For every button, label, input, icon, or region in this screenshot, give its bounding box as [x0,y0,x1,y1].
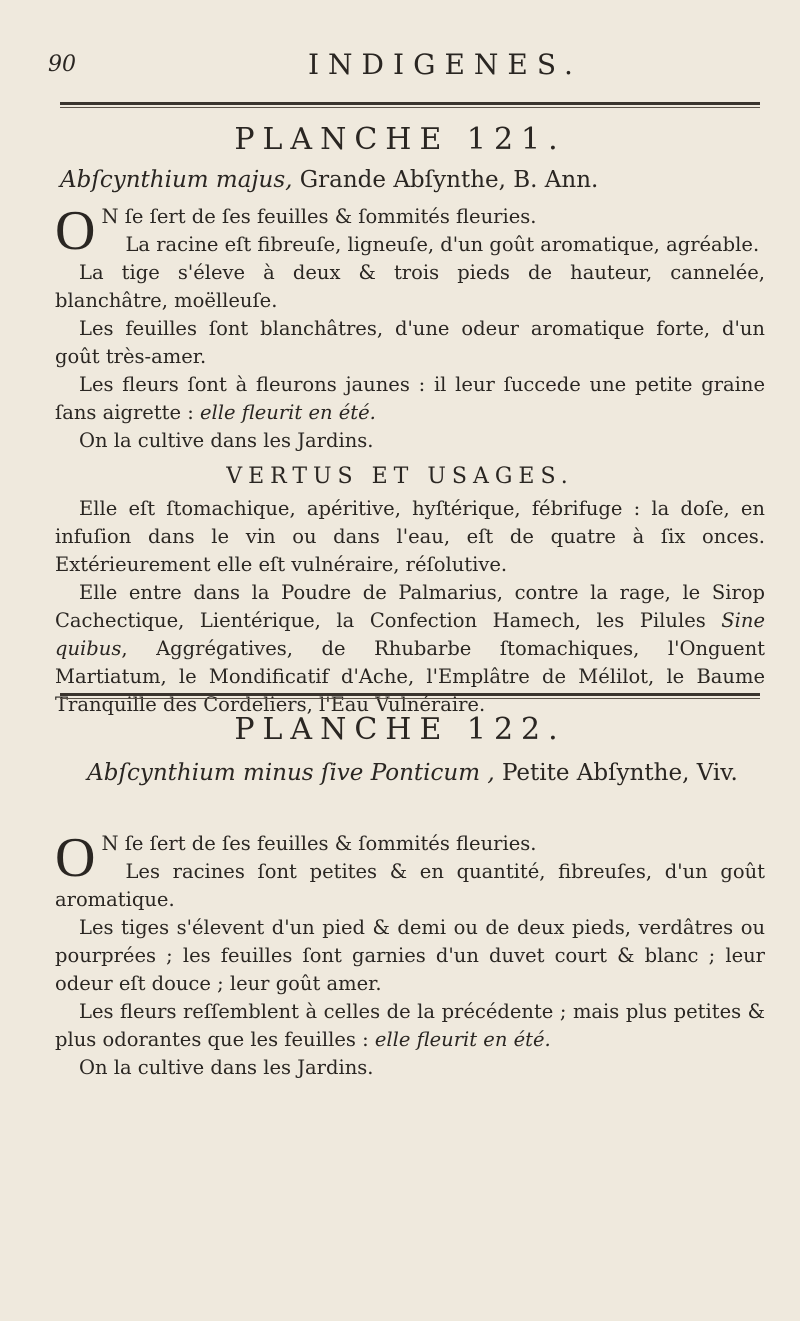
paragraph: Les tiges s'élevent d'un pied & demi ou de deux pieds, verdâtres ou pourprées ; les feuilles ſont garnies d'un duvet court & blanc ; leur odeur eſt douce ; leur goût amer. [55,916,765,995]
paragraph: Elle eſt ſtomachique, apéritive, hyſtérique, fébrifuge : la doſe, en infuſion dans le vin ou dans l'eau, eſt de quatre à ſix onces. Extérieurement elle eſt vulnéraire, réſolutive. [55,497,765,576]
drop-cap: O [55,827,96,889]
paragraph: Les fleurs reſſemblent à celles de la précédente ; mais plus petites & plus odorantes que les feuilles : elle fleurit en été. [55,1000,765,1051]
plate-121-latin-name: Abſcynthium majus, [60,167,293,193]
plate-122-title: PLANCHE 122. [234,712,566,747]
paragraph: La tige s'éleve à deux & trois pieds de hauteur, cannelée, blanchâtre, moëlleuſe. [55,261,765,312]
paragraph: On la cultive dans les Jardins. [79,429,374,452]
vertus-heading: VERTUS ET USAGES. [226,464,574,489]
paragraph: Les feuilles ſont blanchâtres, d'une odeur aromatique forte, d'un goût très-amer. [55,317,765,368]
plate-122-species [60,758,765,788]
drop-cap: O [55,200,96,262]
paragraph: Les fleurs ſont à fleurons jaunes : il leur ſuccede une petite graine ſans aigrette : elle fleurit en été. [55,373,765,424]
paragraph: O N ſe ſert de ſes feuilles & ſommités fleuries. [55,827,537,889]
plate-121-description [55,200,765,455]
ornamental-rule-middle [60,693,760,699]
plate-121-vertus [55,495,765,719]
paragraph: Elle entre dans la Poudre de Palmarius, contre la rage, le Sirop Cachectique, Lientérique, la Confection Hamech, les Pilules Sine quibus, Aggrégatives, de Rhubarbe ſtomachiques, l'Onguent Martiatum, le Mondificatif d'Ache, l'Emplâtre de Mélilot, le Baume Tranquille des Cordeliers, l'Eau Vulnéraire. [55,581,765,716]
paragraph: La racine eſt fibreuſe, ligneuſe, d'un goût aromatique, agréable. [125,233,760,256]
paragraph: O N ſe ſert de ſes feuilles & ſommités fleuries. [55,200,537,262]
page-number: 90 [48,52,76,77]
plate-121-common-name: Grande Abſynthe, B. Ann. [292,167,599,193]
running-title: INDIGENES. [308,48,582,81]
plate-122-latin-name: Abſcynthium minus ſive Ponticum , [87,760,495,786]
plate-121-species [60,165,765,195]
plate-121-title: PLANCHE 121. [234,122,566,157]
running-head [48,48,768,92]
paragraph: Les racines ſont petites & en quantité, fibreuſes, d'un goût aromatique. [55,860,765,911]
plate-122-common-name: Petite Abſynthe, Viv. [494,760,738,786]
paragraph: On la cultive dans les Jardins. [79,1056,374,1079]
ornamental-rule-top [60,102,760,108]
plate-122-description [55,827,765,1082]
